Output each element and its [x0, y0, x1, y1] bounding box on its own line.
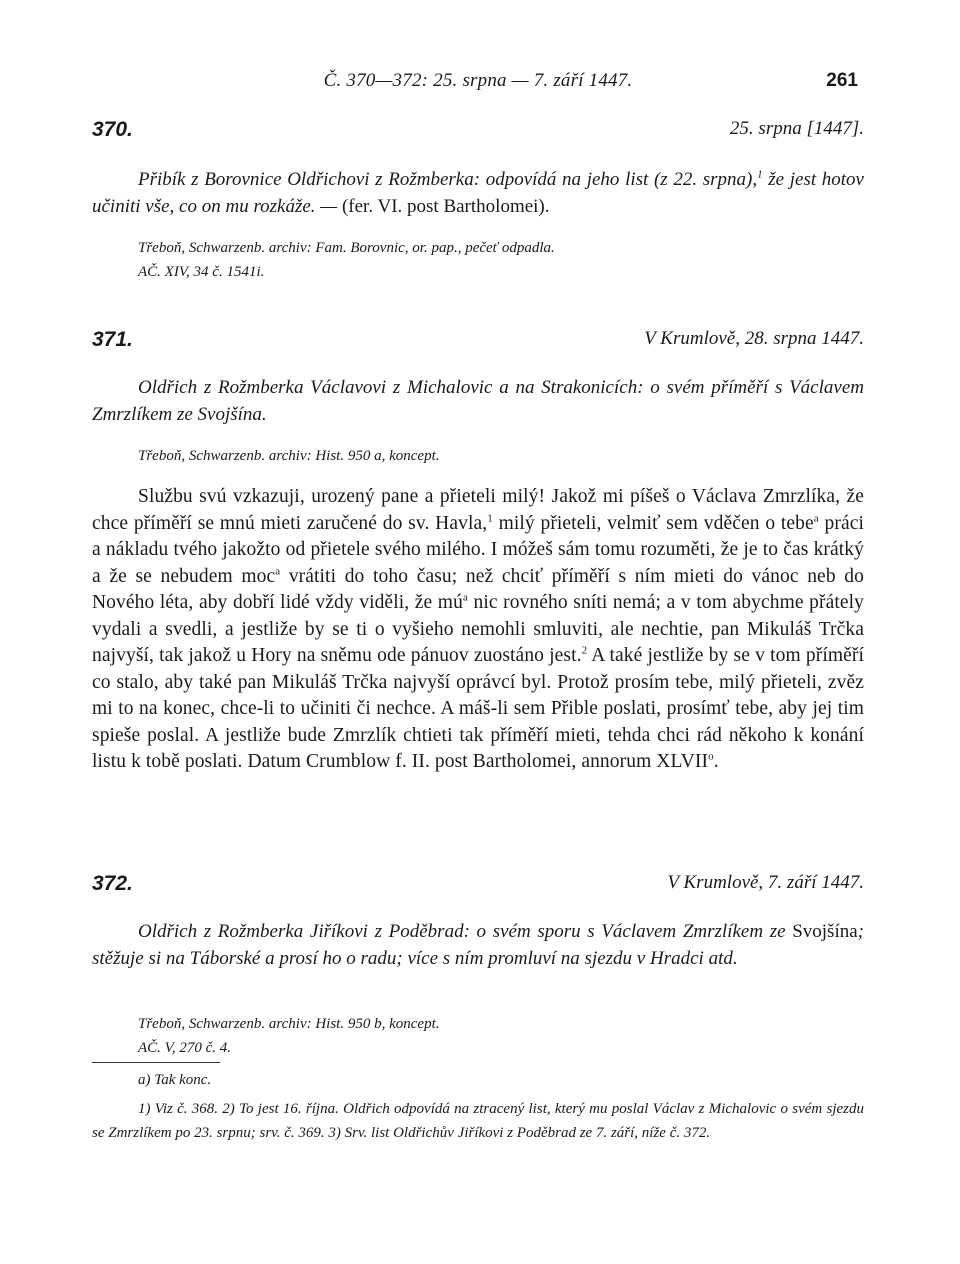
entry-370-header	[92, 118, 864, 148]
entry-number: 371.	[92, 328, 133, 351]
entry-date: 25. srpna [1447].	[729, 118, 864, 139]
regest-text: ; stěžuje si na Táborské a prosí ho o radu; více s ním promluví na sjezdu v Hradci atd.	[92, 921, 864, 969]
page-number: 261	[826, 70, 858, 91]
entry-372-header	[92, 872, 864, 902]
letter-text: práci a nákladu tvého jakožto od přietele svého milého. I móžeš sám tomu rozuměti, že je to čas krátký a že se nebudem moc	[92, 512, 864, 587]
entry-number: 372.	[92, 872, 133, 895]
running-head	[92, 70, 864, 100]
footnotes-numbered: 1) Viz č. 368. 2) To jest 16. října. Oldřich odpovídá na ztracený list, který mu poslal Václav z Michalovic o svém sjezdu se Zmrzlíkem po 23. srpnu; srv. č. 369. 3) Srv. list Oldřichův Jiříkovi z Poděbrad ze 7. září, níže č. 372.	[92, 1101, 864, 1141]
entry-371-regest: Oldřich z Rožmberka Václavovi z Michalovic a na Strakonicích: o svém příměří s Václavem Zmrzlíkem ze Svojšína.	[92, 377, 864, 425]
letter-text: A také jestliže by se v tom příměří co stalo, aby také pan Mikuláš Trčka najvyší oprávcí byl. Protož prosím tebe, milý přieteli, zvěz mi to na konec, chce-li to učiniti či nechce. A máš-li sem Přible poslati, prosímť tebe, aby jej tim spieše poslal. A jestliže bude Zmrzlík chtieti tak příměří mieti, tehda chci rád někoho k konání listu k tobě poslati. Datum Crumblow f. II. post Bartholomei, annorum XLVII	[92, 645, 864, 772]
entry-370-source	[138, 236, 858, 284]
entry-372-source	[138, 1012, 858, 1060]
superscript-o: o	[708, 750, 714, 763]
letter-text: Službu svú vzkazuji, urozený pane a přieteli milý! Jakož mi píšeš o Václava Zmrzlíka, že chce příměří se mnú mieti zaručené do sv. Havla,	[92, 486, 864, 534]
entry-number: 370.	[92, 118, 133, 141]
letter-text: nic rovného sníti nemá; a v tom abychme přátely vydali a svedli, a jestliže by se ti o vyšieho nemohli smluviti, ale nechtie, pan Mikuláš Trčka najvyší, tak jakož u Hory na sněmu ode pánuov zuostáno jest.	[92, 592, 864, 666]
footnote-ref: 1	[487, 512, 493, 524]
regest-text: že jest hotov učiniti vše, co on mu rozkáže. —	[92, 169, 864, 217]
source-line: Třeboň, Schwarzenb. archiv: Fam. Borovnic, or. pap., pečeť odpadla.	[138, 240, 555, 256]
source-line: AČ. V, 270 č. 4.	[138, 1040, 232, 1056]
entry-371-header	[92, 328, 864, 358]
footnote-separator	[92, 1062, 220, 1063]
entry-371-letter-text	[92, 484, 864, 776]
regest-text: Svojšína	[785, 921, 858, 942]
running-head-title: Č. 370—372: 25. srpna — 7. září 1447.	[323, 70, 633, 91]
entry-date: V Krumlově, 28. srpna 1447.	[644, 328, 864, 349]
entry-372-regest	[92, 918, 864, 972]
letter-text: milý přieteli, velmiť sem vděčen o tebe	[492, 512, 814, 534]
source-line: Třeboň, Schwarzenb. archiv: Hist. 950 b, koncept.	[138, 1016, 440, 1032]
entry-371-source: Třeboň, Schwarzenb. archiv: Hist. 950 a, koncept.	[138, 448, 440, 464]
letter-text: vrátiti do toho času; než chciť příměří s ním mieti do vánoc neb do Nového léta, aby dobří lidé vždy viděli, že mú	[92, 565, 864, 613]
regest-text: Oldřich z Rožmberka Jiříkovi z Poděbrad: o svém sporu s Václavem Zmrzlíkem ze	[138, 921, 786, 942]
document-page	[92, 0, 864, 1264]
letter-text: .	[713, 751, 719, 772]
footnote-ref: 2	[581, 644, 588, 657]
footnote-ref: a	[462, 591, 468, 604]
regest-date-text: (fer. VI. post Bartholomei).	[337, 196, 550, 217]
footnote-ref: a	[275, 565, 281, 577]
footnote-a: a) Tak konc.	[138, 1072, 212, 1088]
source-line: AČ. XIV, 34 č. 1541i.	[138, 264, 265, 280]
regest-text: Přibík z Borovnice Oldřichovi z Rožmberka: odpovídá na jeho list (z 22. srpna),	[138, 169, 758, 190]
footnote-ref: a	[813, 512, 819, 524]
entry-370-regest	[92, 166, 864, 220]
entry-date: V Krumlově, 7. září 1447.	[667, 872, 864, 893]
footnote-ref: 1	[757, 168, 763, 181]
